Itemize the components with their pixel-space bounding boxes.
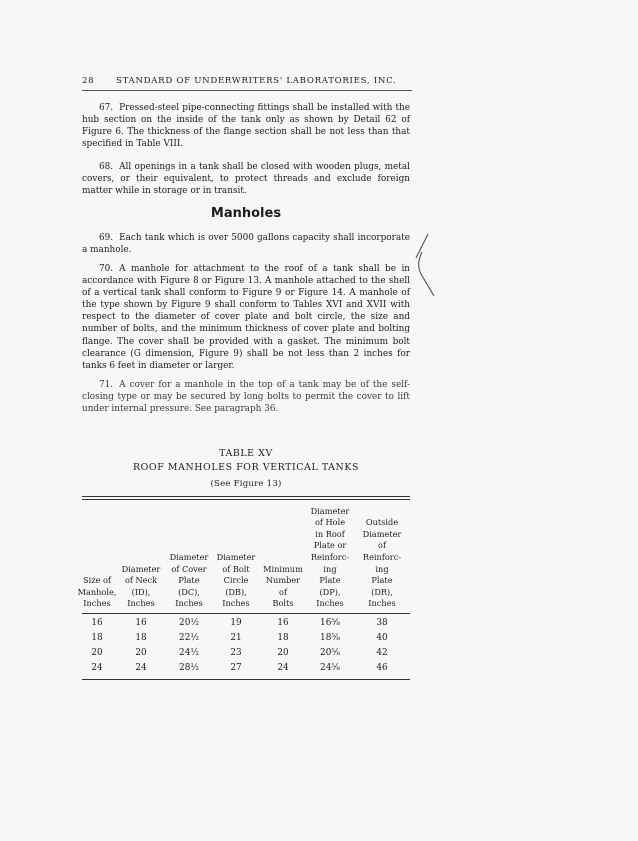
table-cell: 46 bbox=[376, 663, 388, 673]
column-header-line: (DP), bbox=[319, 586, 341, 597]
table-bottom-rule bbox=[82, 679, 410, 680]
column-header-line: Bolts bbox=[272, 598, 294, 609]
table-cell: 42 bbox=[376, 648, 388, 658]
paragraph-text: Pressed-steel pipe-connecting fittings shall be installed with the hub section on the inside of the tank only as shown by Detail 62 of Figure 6. The thickness of the flange section shall be not less than that specified in Table VIII. bbox=[82, 103, 410, 150]
column-header-line: in Roof bbox=[315, 528, 345, 539]
column-header-line: Plate bbox=[371, 575, 393, 586]
margin-pencil-mark bbox=[408, 222, 438, 302]
column-header-line: Inches bbox=[316, 598, 344, 609]
table-subtitle: (See Figure 13) bbox=[210, 479, 282, 489]
column-header bbox=[116, 564, 166, 610]
paragraph-text: Each tank which is over 5000 gallons capacity shall incorporate a manhole. bbox=[82, 233, 410, 256]
column-header-line: Inches bbox=[368, 598, 396, 609]
column-header-line: Diameter bbox=[362, 528, 402, 539]
paragraph-71 bbox=[82, 379, 410, 415]
column-header bbox=[305, 506, 355, 610]
table-header-rule bbox=[82, 613, 410, 614]
table-cell: 18⁵⁄₈ bbox=[320, 633, 340, 643]
column-header-line: Inches bbox=[127, 598, 155, 609]
table-number: TABLE XV bbox=[219, 448, 273, 459]
column-header-line: (DR), bbox=[371, 586, 393, 597]
paragraph-number: 70. bbox=[99, 264, 114, 274]
paragraph-number: 71. bbox=[99, 380, 114, 390]
column-header-line: of Neck bbox=[124, 575, 158, 586]
column-header-line: of Cover bbox=[171, 563, 207, 574]
column-header-line: (ID), bbox=[131, 586, 151, 597]
column-header-line: Plate bbox=[319, 575, 341, 586]
table-cell: 24 bbox=[91, 663, 103, 673]
column-header-line: Diameter bbox=[216, 552, 256, 562]
column-header-line: Inches bbox=[175, 598, 203, 609]
column-header-line: Size of bbox=[83, 575, 111, 586]
paragraph-text: A cover for a manhole in the top of a tank may be of the self-closing type or may be secured by long bolts to permit the cover to lift under internal pressure. See paragraph 36. bbox=[82, 380, 410, 415]
table-cell: 23 bbox=[230, 648, 242, 658]
table-cell: 21 bbox=[230, 633, 242, 643]
column-header bbox=[72, 575, 122, 610]
column-header-line: (DB), bbox=[225, 586, 247, 597]
column-header-line: Reinforc- bbox=[310, 551, 350, 562]
column-header bbox=[164, 552, 214, 610]
table-cell: 24⁵⁄₈ bbox=[320, 663, 340, 673]
column-header-line: Reinforc- bbox=[362, 551, 402, 562]
paragraph-number: 69. bbox=[99, 233, 114, 243]
table-cell: 20⁵⁄₈ bbox=[320, 648, 340, 658]
paragraph-70 bbox=[82, 263, 410, 372]
table-cell: 27 bbox=[230, 663, 242, 673]
paragraph-67 bbox=[82, 102, 410, 150]
column-header bbox=[258, 564, 308, 610]
table-cell: 38 bbox=[376, 618, 388, 628]
column-header-line: Inches bbox=[83, 598, 111, 609]
table-cell: 20 bbox=[277, 648, 289, 658]
column-header-line: of Bolt bbox=[222, 563, 250, 574]
table-cell: 18 bbox=[277, 633, 289, 643]
paragraph-number: 67. bbox=[99, 103, 114, 113]
paragraph-68 bbox=[82, 161, 410, 197]
header-title: STANDARD OF UNDERWRITERS' LABORATORIES, INC. bbox=[116, 76, 397, 86]
paragraph-69 bbox=[82, 232, 410, 256]
table-cell: 24½ bbox=[179, 648, 199, 658]
table-top-rule bbox=[82, 496, 410, 497]
table-cell: 20 bbox=[91, 648, 103, 658]
table-cell: 18 bbox=[91, 633, 103, 643]
column-header-line: Plate bbox=[178, 575, 200, 586]
table-title: ROOF MANHOLES FOR VERTICAL TANKS bbox=[132, 462, 359, 473]
column-header-line: Diameter bbox=[310, 505, 350, 516]
column-header-line: Inches bbox=[222, 598, 250, 609]
table-cell: 22½ bbox=[179, 633, 199, 643]
column-header-line: Plate or bbox=[313, 540, 347, 551]
paragraph-number: 68. bbox=[99, 162, 114, 172]
table-cell: 16 bbox=[91, 618, 103, 628]
table-top-rule bbox=[82, 499, 410, 500]
column-header-line: of bbox=[378, 540, 386, 551]
table-cell: 19 bbox=[230, 618, 242, 628]
column-header-line: Outside bbox=[365, 517, 399, 528]
column-header-line: (DC), bbox=[178, 586, 200, 597]
table-cell: 20 bbox=[135, 648, 147, 658]
column-header-line: Manhole, bbox=[77, 586, 117, 597]
column-header-line: Diameter bbox=[121, 563, 161, 574]
table-cell: 40 bbox=[376, 633, 388, 643]
section-heading: Manholes bbox=[210, 206, 282, 221]
column-header-line: of Hole bbox=[314, 517, 346, 528]
column-header-line: Number bbox=[265, 575, 301, 586]
paragraph-text: All openings in a tank shall be closed with wooden plugs, metal covers, or their equivalent, to protect threads and exclude foreign matter while in storage or in transit. bbox=[82, 162, 410, 197]
column-header-line: Minimum bbox=[263, 563, 303, 574]
column-header bbox=[357, 517, 407, 610]
column-header-line: ing bbox=[375, 563, 389, 574]
table-cell: 24 bbox=[277, 663, 289, 673]
paragraph-text: A manhole for attachment to the roof of a tank shall be in accordance with Figure 8 or Figure 13. A manhole attached to the shell of a vertical tank shall conform to Figure 9 or Figure 14. A manhole of the type shown by Figure 9 shall conform to Tables XVI and XVII with respect to the diameter of cover plate and bolt circle, the size and number of bolts, and the minimum thickness of cover plate and bolting flange. The cover shall be provided with a gasket. The minimum bolt clearance (G dimension, Figure 9) shall be not less than 2 inches for tanks 6 feet in diameter or larger. bbox=[82, 264, 410, 371]
page-number: 28 bbox=[82, 76, 95, 86]
table-cell: 24 bbox=[135, 663, 147, 673]
column-header-line: Diameter bbox=[169, 552, 209, 562]
column-header-line: of bbox=[279, 586, 287, 597]
table-cell: 16 bbox=[135, 618, 147, 628]
table-cell: 16 bbox=[277, 618, 289, 628]
table-cell: 20½ bbox=[179, 618, 199, 628]
table-cell: 28½ bbox=[179, 663, 199, 673]
running-header bbox=[82, 76, 412, 91]
table-cell: 16⁵⁄₈ bbox=[320, 618, 340, 628]
column-header-line: ing bbox=[323, 563, 337, 574]
column-header-line: Circle bbox=[223, 575, 249, 586]
column-header bbox=[211, 552, 261, 610]
table-cell: 18 bbox=[135, 633, 147, 643]
